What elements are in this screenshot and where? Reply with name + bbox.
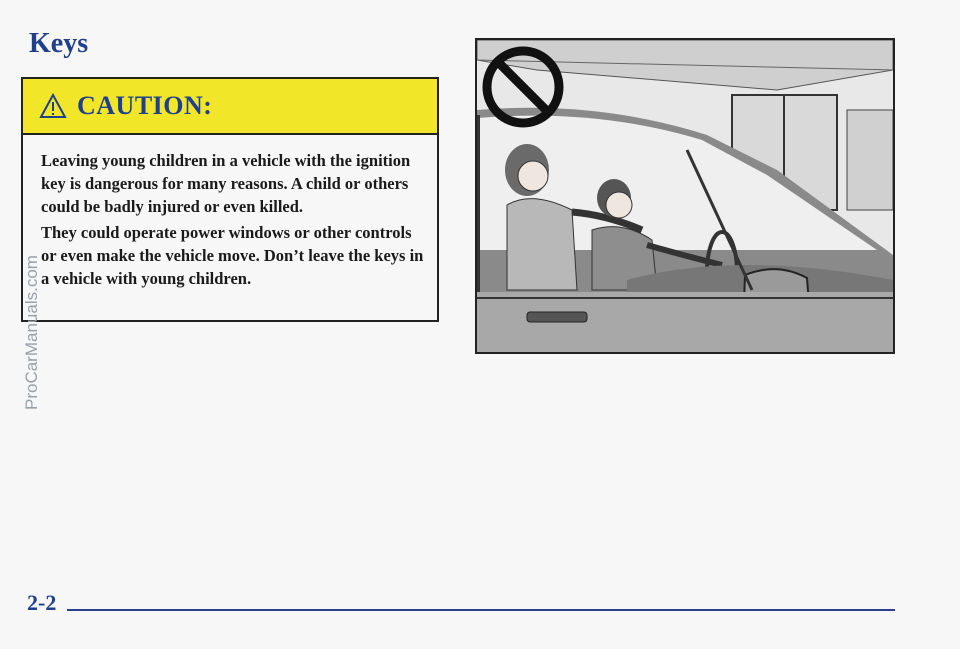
page-number: 2-2	[27, 590, 57, 615]
section-title: Keys	[29, 28, 89, 59]
footer-rule	[67, 609, 895, 611]
caution-header	[23, 79, 437, 135]
illustration-drawing	[477, 40, 893, 352]
caution-box	[21, 77, 439, 322]
children-in-car-illustration	[475, 38, 895, 354]
warning-triangle-icon	[39, 93, 67, 119]
caution-heading: CAUTION:	[77, 91, 213, 120]
caution-paragraph-1: Leaving young children in a vehicle with the ignition key is dangerous for many reasons. A child or others could be badly injured or even killed.	[41, 151, 411, 216]
watermark: ProCarManuals.com	[22, 255, 41, 410]
caution-body	[23, 135, 437, 290]
caution-paragraph-2: They could operate power windows or other controls or even make the vehicle move. Don’t leave the keys in a vehicle with young children.	[41, 223, 424, 288]
